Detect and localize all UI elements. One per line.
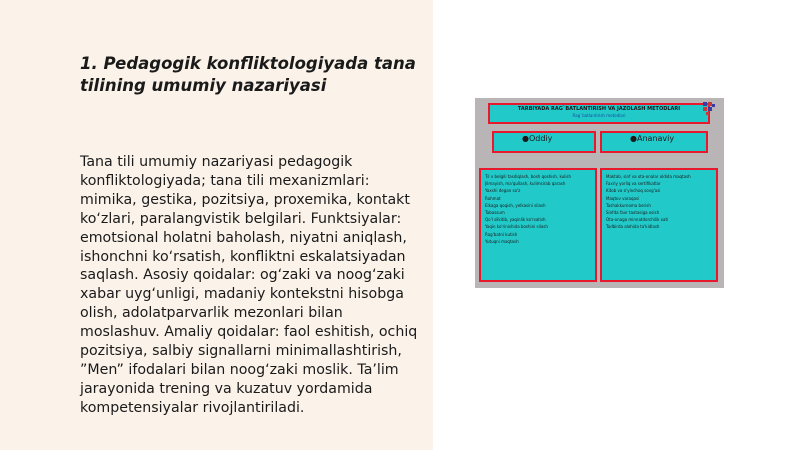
right-methods-list <box>600 168 718 282</box>
list-item: Elkaga qoqish, yelkasini silash <box>485 202 546 208</box>
diagram-title-box <box>488 103 710 124</box>
list-item: Maktab, sinf va ota-onalar oldida maqtash <box>606 174 691 179</box>
left-methods-list <box>479 168 597 282</box>
slide-body-text: Tana tili umumiy nazariyasi pedagogik konfliktologiyada; tana tili mexanizmlari: mimika, gestika, pozitsiya, proxemika, kontakt ko‘zlari, paralangvistik belgilari. Funktsiyalar: emotsional holatni baholash, niyatni aniqlash, ishonchni ko‘rsatish, konfliktni eskalatsiyadan saqlash. Asosiy qoidalar: og‘zaki va noog‘zaki xabar uyg‘unligi, madaniy kontekstni hisobga olish, adolatparvarlik mezonlari bilan moslashuv. Amaliy qoidalar: faol eshitish, ochiq pozitsiya, salbiy signallarni minimallashtirish, ”Men” ifodalari bilan noog‘zaki moslik. Ta’lim jarayonida trening va kuzatuv yordamida kompetensiyalar rivojlantiriladi. <box>80 154 418 416</box>
list-item: Rahmat <box>485 195 501 201</box>
list-item: Yaqin ko'rinishida boshini silash <box>485 224 548 230</box>
list-item: Jilmayish, ma'qullash, kulimsirab qarash <box>485 181 566 187</box>
list-item: Sinfda faxr taxtasiga osish <box>606 210 660 216</box>
list-item: Tashakkurnoma berish <box>606 202 651 208</box>
list-item: Kitob va o'yinchoq sovg'asi <box>606 188 661 194</box>
list-item: Tadbirda alohida ta'kidlash <box>606 224 660 230</box>
list-item: Tabassum <box>485 210 505 216</box>
category-heading-right: ●Ananaviy <box>600 131 708 153</box>
list-item: Yaxshi degan so'z <box>485 188 521 194</box>
list-item: Rag'batni kutish <box>485 231 518 237</box>
list-item: Maqtov varaqasi <box>606 195 640 201</box>
diagram-subtitle: Rag`batlantirish metodlari <box>572 113 626 118</box>
list-item: Faxriy yorliq va sertifikatlar <box>606 181 661 187</box>
slide-title: 1. Pedagogik konfliktologiyada tana tilining umumiy nazariyasi <box>80 54 416 95</box>
diagram-title: TARBIYADA RAG`BATLANTIRISH VA JAZOLASH METODLARI <box>517 106 681 112</box>
methods-diagram-image <box>475 98 724 288</box>
list-item: Qo'l silkitib, yaqinlik ko'rsatish <box>485 217 546 223</box>
category-heading-left: ●Oddiy <box>492 131 596 153</box>
list-item: Ota-onaga minnatdorchilik xati <box>606 217 669 223</box>
list-item: Til v belgili tasdiqlash, bosh qoshish, kulish <box>485 174 572 179</box>
logo-icon <box>703 102 716 116</box>
list-item: Yutuqni maqtash <box>485 238 519 244</box>
